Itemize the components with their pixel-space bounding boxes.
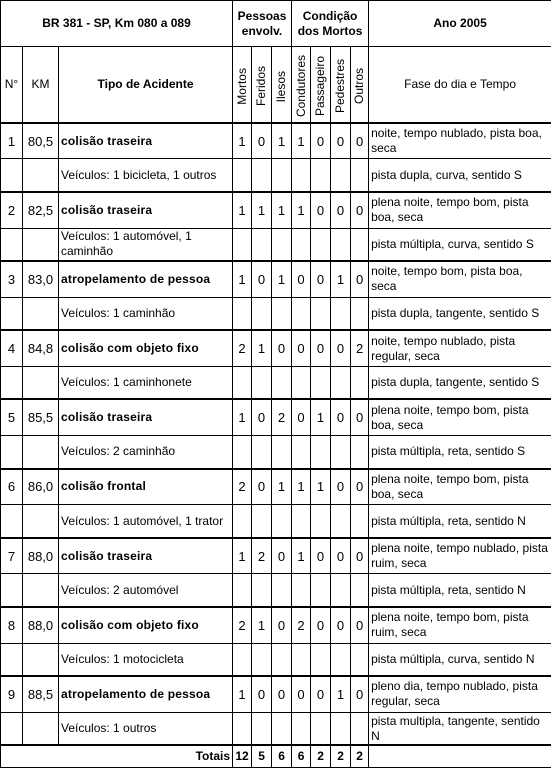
accident-vehicles: Veículos: 1 caminhão [59,297,233,330]
accident-pista: pista dupla, tangente, sentido S [369,297,551,330]
empty-cell [233,574,252,607]
accident-row [1,607,551,643]
accident-pedestres: 0 [331,469,351,505]
empty-cell [272,643,292,676]
accident-pedestres: 0 [331,399,351,435]
accident-passageiro: 1 [311,469,331,505]
accident-km: 80,5 [23,123,59,159]
totals-row [1,745,551,767]
empty-cell [351,366,369,399]
accident-mortos: 1 [233,399,252,435]
accident-pedestres: 1 [331,261,351,297]
accident-number: 8 [1,607,23,643]
accident-condutores: 0 [292,261,311,297]
accident-number: 6 [1,469,23,505]
empty-cell [331,436,351,469]
accident-type: atropelamento de pessoa [59,261,233,297]
accident-type: colisão com objeto fixo [59,607,233,643]
empty-cell [292,712,311,745]
empty-cell [1,643,23,676]
accident-fase-tempo: noite, tempo bom, pista boa, seca [369,261,551,297]
empty-cell [252,505,272,538]
accident-ilesos: 1 [272,261,292,297]
accident-feridos: 0 [252,676,272,712]
empty-cell [272,574,292,607]
accident-vehicles: Veículos: 2 caminhão [59,436,233,469]
empty-cell [1,228,23,261]
accident-mortos: 2 [233,330,252,366]
accident-number: 4 [1,330,23,366]
accident-mortos: 1 [233,261,252,297]
empty-cell [252,712,272,745]
accident-number: 7 [1,538,23,574]
empty-cell [272,712,292,745]
accident-pedestres: 0 [331,123,351,159]
empty-cell [292,159,311,192]
accident-type: colisão traseira [59,538,233,574]
empty-cell [1,297,23,330]
accident-passageiro: 0 [311,261,331,297]
accident-ilesos: 0 [272,538,292,574]
accident-vehicles: Veículos: 1 automóvel, 1 caminhão [59,228,233,261]
accident-condutores: 1 [292,123,311,159]
empty-cell [23,228,59,261]
empty-cell [331,159,351,192]
empty-cell [233,712,252,745]
accident-mortos: 1 [233,676,252,712]
accident-mortos: 1 [233,192,252,228]
ano-header: Ano 2005 [369,1,551,47]
empty-cell [311,574,331,607]
accident-fase-tempo: plena noite, tempo bom, pista boa, seca [369,192,551,228]
accident-mortos: 1 [233,123,252,159]
col-header-condutores: Condutores [292,47,311,123]
accident-ilesos: 1 [272,469,292,505]
pessoas-envolvidas-header: Pessoas envolv. [233,1,292,47]
accident-outros: 2 [351,330,369,366]
col-header-passageiro: Passageiro [311,47,331,123]
accident-ilesos: 0 [272,330,292,366]
accident-pista: pista multipla, tangente, sentido N [369,712,551,745]
accident-fase-tempo: plena noite, tempo nublado, pista ruim, seca [369,538,551,574]
empty-cell [233,297,252,330]
accident-vehicles: Veículos: 2 automóvel [59,574,233,607]
empty-cell [252,159,272,192]
accident-row [1,469,551,505]
empty-cell [292,228,311,261]
empty-cell [292,574,311,607]
accident-feridos: 1 [252,192,272,228]
accident-vehicles: Veículos: 1 bicicleta, 1 outros [59,159,233,192]
accident-pedestres: 0 [331,607,351,643]
accident-passageiro: 0 [311,192,331,228]
empty-cell [23,436,59,469]
accident-km: 82,5 [23,192,59,228]
accident-vehicles: Veículos: 1 motocicleta [59,643,233,676]
vehicle-row [1,297,551,330]
accident-row [1,676,551,712]
accident-row [1,538,551,574]
vehicle-row [1,505,551,538]
vehicle-row [1,643,551,676]
accident-feridos: 1 [252,607,272,643]
empty-cell [351,297,369,330]
total-feridos: 5 [252,745,272,767]
empty-cell [252,366,272,399]
accident-pista: pista dupla, curva, sentido S [369,159,551,192]
accident-type: colisão frontal [59,469,233,505]
vehicle-row [1,228,551,261]
empty-cell [311,366,331,399]
col-header-ilesos: Ilesos [272,47,292,123]
empty-cell [252,574,272,607]
empty-cell [292,297,311,330]
accident-feridos: 0 [252,261,272,297]
empty-cell [351,505,369,538]
accident-pedestres: 0 [331,538,351,574]
accident-outros: 0 [351,607,369,643]
empty-cell [331,297,351,330]
accident-pista: pista múltipla, reta, sentido N [369,505,551,538]
col-header-tipo: Tipo de Acidente [59,47,233,123]
accident-passageiro: 0 [311,330,331,366]
vehicle-row [1,712,551,745]
table-title: BR 381 - SP, Km 080 a 089 [1,1,233,47]
accident-mortos: 1 [233,538,252,574]
empty-cell [1,505,23,538]
accident-km: 86,0 [23,469,59,505]
accident-passageiro: 0 [311,123,331,159]
accident-type: atropelamento de pessoa [59,676,233,712]
vehicle-row [1,366,551,399]
empty-cell [252,297,272,330]
accident-fase-tempo: plena noite, tempo bom, pista ruim, seca [369,607,551,643]
empty-cell [1,712,23,745]
empty-cell [23,712,59,745]
empty-cell [233,643,252,676]
accident-fase-tempo: pleno dia, tempo nublado, pista regular, seca [369,676,551,712]
accident-pista: pista múltipla, reta, sentido S [369,436,551,469]
accident-mortos: 2 [233,469,252,505]
empty-cell [272,436,292,469]
empty-cell [351,643,369,676]
accident-fase-tempo: noite, tempo nublado, pista regular, seca [369,330,551,366]
accident-vehicles: Veículos: 1 caminhonete [59,366,233,399]
accident-condutores: 1 [292,192,311,228]
accident-row [1,261,551,297]
accident-pedestres: 1 [331,676,351,712]
accident-condutores: 0 [292,676,311,712]
empty-cell [292,436,311,469]
accident-ilesos: 1 [272,123,292,159]
empty-cell [311,505,331,538]
empty-cell [233,505,252,538]
empty-cell [252,228,272,261]
col-header-mortos: Mortos [233,47,252,123]
accident-pista: pista múltipla, curva, sentido S [369,228,551,261]
empty-cell [351,228,369,261]
empty-cell [1,574,23,607]
empty-cell [331,505,351,538]
vehicle-row [1,436,551,469]
accident-outros: 0 [351,192,369,228]
empty-cell [272,505,292,538]
col-header-numero: N° [1,47,23,123]
empty-cell [331,712,351,745]
accident-feridos: 2 [252,538,272,574]
accident-row [1,330,551,366]
accident-feridos: 0 [252,399,272,435]
empty-cell [311,436,331,469]
empty-cell [1,436,23,469]
total-pedestres: 2 [331,745,351,767]
accident-ilesos: 0 [272,607,292,643]
accident-number: 1 [1,123,23,159]
accident-feridos: 1 [252,330,272,366]
empty-cell [311,159,331,192]
accident-mortos: 2 [233,607,252,643]
empty-cell [272,159,292,192]
accident-outros: 0 [351,261,369,297]
accident-outros: 0 [351,676,369,712]
empty-cell [23,574,59,607]
empty-cell [311,643,331,676]
empty-cell [331,228,351,261]
accident-type: colisão traseira [59,399,233,435]
accident-row [1,399,551,435]
empty-cell [233,228,252,261]
col-header-fase: Fase do dia e Tempo [369,47,551,123]
empty-cell [233,436,252,469]
empty-cell [272,366,292,399]
accident-condutores: 0 [292,399,311,435]
accident-km: 84,8 [23,330,59,366]
empty-cell [23,643,59,676]
accident-ilesos: 2 [272,399,292,435]
empty-cell [311,297,331,330]
accident-number: 5 [1,399,23,435]
accident-passageiro: 1 [311,399,331,435]
condicao-mortos-header: Condição dos Mortos [292,1,369,47]
accident-type: colisão traseira [59,123,233,159]
total-condutores: 6 [292,745,311,767]
total-mortos: 12 [233,745,252,767]
totals-label: Totais [1,745,233,767]
accident-passageiro: 0 [311,607,331,643]
empty-cell [331,643,351,676]
accident-ilesos: 1 [272,192,292,228]
empty-cell [233,366,252,399]
accident-type: colisão traseira [59,192,233,228]
accident-number: 2 [1,192,23,228]
empty-cell [351,436,369,469]
accident-km: 88,5 [23,676,59,712]
accident-outros: 0 [351,399,369,435]
empty-cell [331,366,351,399]
accident-condutores: 1 [292,469,311,505]
accident-row [1,192,551,228]
empty-cell [311,228,331,261]
accident-outros: 0 [351,538,369,574]
accident-pista: pista múltipla, curva, sentido N [369,643,551,676]
empty-cell [331,574,351,607]
empty-cell [252,643,272,676]
accident-km: 85,5 [23,399,59,435]
accident-pista: pista dupla, tangente, sentido S [369,366,551,399]
accident-outros: 0 [351,123,369,159]
accident-number: 9 [1,676,23,712]
empty-cell [292,366,311,399]
accident-number: 3 [1,261,23,297]
empty-cell [311,712,331,745]
total-ilesos: 6 [272,745,292,767]
accident-pista: pista múltipla, reta, sentido N [369,574,551,607]
empty-cell [23,159,59,192]
empty-cell [351,712,369,745]
col-header-outros: Outros [351,47,369,123]
empty-cell [252,436,272,469]
col-header-km: KM [23,47,59,123]
empty-cell [1,159,23,192]
accident-passageiro: 0 [311,538,331,574]
accident-row [1,123,551,159]
empty-cell [233,159,252,192]
accident-km: 88,0 [23,607,59,643]
accident-condutores: 1 [292,538,311,574]
empty-cell [292,643,311,676]
accident-fase-tempo: noite, tempo nublado, pista boa, seca [369,123,551,159]
accident-passageiro: 0 [311,676,331,712]
empty-cell [23,505,59,538]
accident-pedestres: 0 [331,192,351,228]
accident-ilesos: 0 [272,676,292,712]
accident-condutores: 0 [292,330,311,366]
accident-km: 83,0 [23,261,59,297]
total-outros: 2 [351,745,369,767]
empty-cell [292,505,311,538]
empty-cell [272,228,292,261]
col-header-feridos: Feridos [252,47,272,123]
accident-feridos: 0 [252,123,272,159]
vehicle-row [1,159,551,192]
accident-fase-tempo: plena noite, tempo bom, pista boa, seca [369,399,551,435]
empty-cell [23,297,59,330]
accident-km: 88,0 [23,538,59,574]
accident-fase-tempo: plena noite, tempo bom, pista boa, seca [369,469,551,505]
empty-cell [369,745,551,767]
accident-feridos: 0 [252,469,272,505]
accident-vehicles: Veículos: 1 outros [59,712,233,745]
empty-cell [351,574,369,607]
empty-cell [1,366,23,399]
empty-cell [23,366,59,399]
accident-outros: 0 [351,469,369,505]
col-header-pedestres: Pedestres [331,47,351,123]
accident-pedestres: 0 [331,330,351,366]
accident-type: colisão com objeto fixo [59,330,233,366]
empty-cell [351,159,369,192]
vehicle-row [1,574,551,607]
total-passageiro: 2 [311,745,331,767]
accident-vehicles: Veículos: 1 automóvel, 1 trator [59,505,233,538]
accident-condutores: 2 [292,607,311,643]
empty-cell [272,297,292,330]
